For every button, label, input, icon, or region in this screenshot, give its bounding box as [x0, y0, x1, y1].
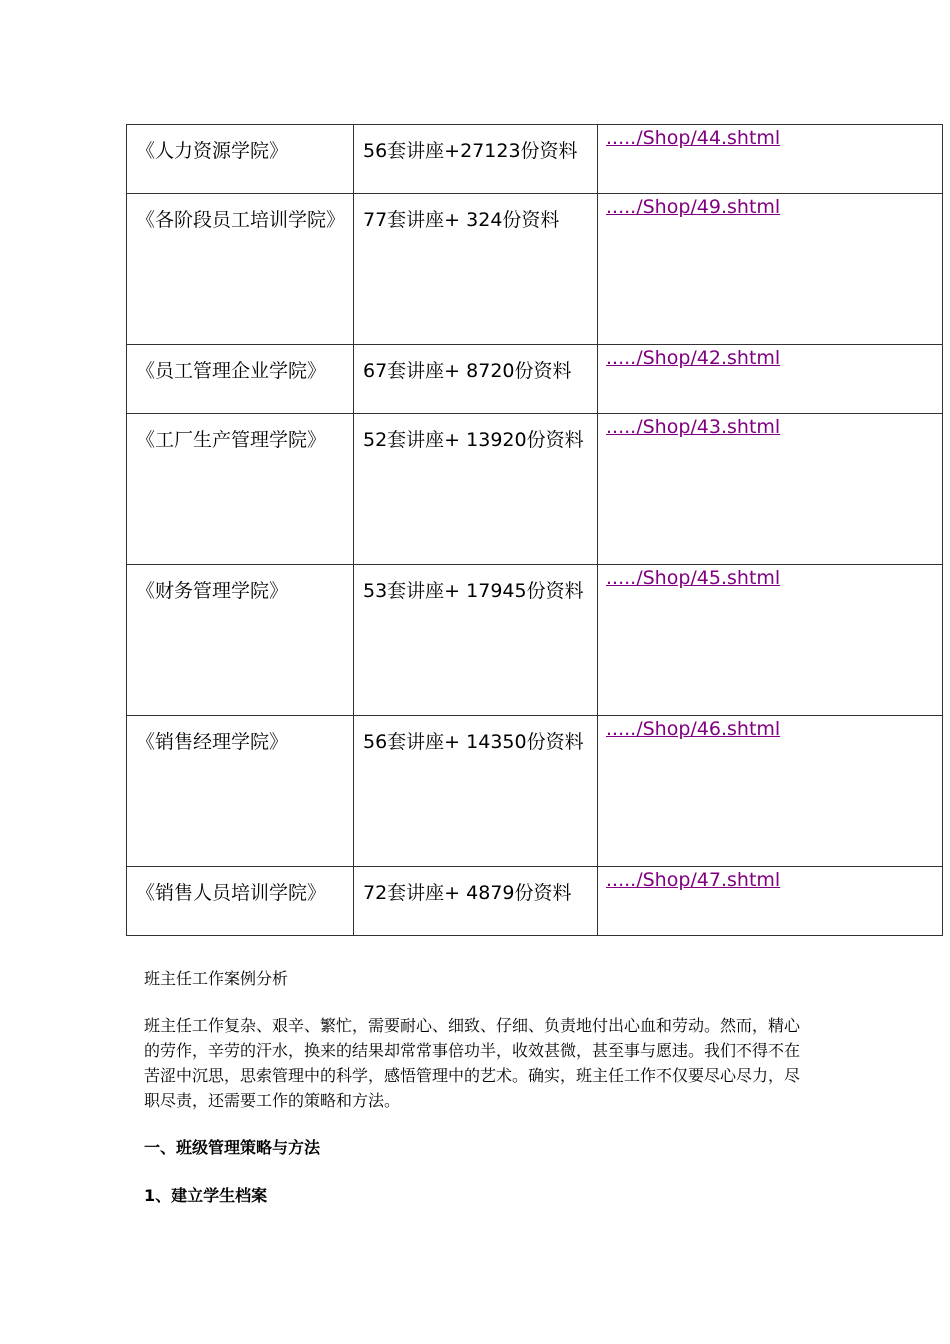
resource-table	[126, 124, 943, 936]
resource-count: 53套讲座+ 17945份资料	[363, 580, 584, 602]
resource-count: 77套讲座+ 324份资料	[363, 209, 560, 231]
shop-link-cell	[598, 194, 943, 345]
shop-link[interactable]: ...../Shop/43.shtml	[606, 416, 781, 438]
shop-link-cell	[598, 414, 943, 565]
article-paragraph: 班主任工作复杂、艰辛、繁忙，需要耐心、细致、仔细、负责地付出心血和劳动。然而，精心的劳作，辛劳的汗水，换来的结果却常常事倍功半，收效甚微，甚至事与愿违。我们不得不在苦涩中沉思，思索管理中的科学，感悟管理中的艺术。确实，班主任工作不仅要尽心尽力，尽职尽责，还需要工作的策略和方法。	[144, 1016, 801, 1110]
shop-link-cell	[598, 345, 943, 414]
academy-name-cell	[127, 414, 354, 565]
academy-name: 《销售人员培训学院》	[136, 882, 327, 904]
academy-name-cell	[127, 565, 354, 716]
academy-name: 《工厂生产管理学院》	[136, 429, 327, 451]
academy-name-cell	[127, 194, 354, 345]
resource-count: 67套讲座+ 8720份资料	[363, 360, 572, 382]
resource-count-cell	[354, 867, 598, 936]
section-heading-block	[144, 1135, 804, 1158]
academy-name-cell	[127, 867, 354, 936]
table-row	[127, 414, 943, 565]
section-heading: 一、班级管理策略与方法	[144, 1138, 321, 1157]
shop-link-cell	[598, 125, 943, 194]
shop-link-cell	[598, 565, 943, 716]
shop-link[interactable]: ...../Shop/42.shtml	[606, 347, 781, 369]
resource-count-cell	[354, 194, 598, 345]
article-title-block	[144, 966, 804, 989]
resource-count-cell	[354, 414, 598, 565]
shop-link[interactable]: ...../Shop/49.shtml	[606, 196, 781, 218]
academy-name: 《人力资源学院》	[136, 140, 289, 162]
shop-link-cell	[598, 867, 943, 936]
shop-link[interactable]: ...../Shop/45.shtml	[606, 567, 781, 589]
shop-link[interactable]: ...../Shop/46.shtml	[606, 718, 781, 740]
resource-count: 56套讲座+27123份资料	[363, 140, 578, 162]
academy-name: 《员工管理企业学院》	[136, 360, 327, 382]
resource-count: 52套讲座+ 13920份资料	[363, 429, 584, 451]
table-row	[127, 716, 943, 867]
resource-count-cell	[354, 565, 598, 716]
academy-name: 《各阶段员工培训学院》	[136, 209, 346, 231]
academy-name-cell	[127, 716, 354, 867]
academy-name: 《销售经理学院》	[136, 731, 289, 753]
academy-name: 《财务管理学院》	[136, 580, 289, 602]
table-row	[127, 194, 943, 345]
resource-count: 56套讲座+ 14350份资料	[363, 731, 584, 753]
shop-link[interactable]: ...../Shop/47.shtml	[606, 869, 781, 891]
resource-count-cell	[354, 716, 598, 867]
subsection-heading: 1、建立学生档案	[144, 1186, 268, 1205]
shop-link[interactable]: ...../Shop/44.shtml	[606, 127, 781, 149]
table-row	[127, 867, 943, 936]
table-row	[127, 565, 943, 716]
article-title: 班主任工作案例分析	[144, 969, 289, 988]
shop-link-cell	[598, 716, 943, 867]
article-body-block	[144, 1013, 804, 1113]
resource-count: 72套讲座+ 4879份资料	[363, 882, 572, 904]
subsection-heading-block	[144, 1183, 804, 1206]
